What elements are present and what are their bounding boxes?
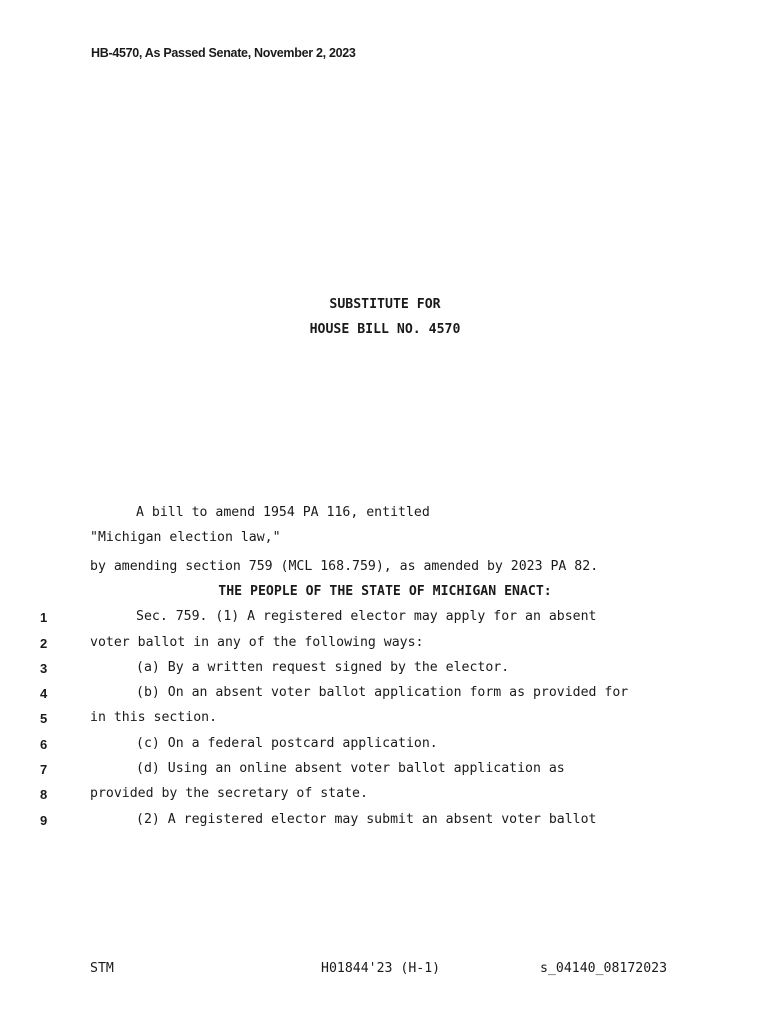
footer-right: s_04140_08172023	[540, 961, 668, 976]
line-number: 1	[40, 610, 48, 625]
body-line: (c) On a federal postcard application.	[136, 736, 438, 751]
line-number: 3	[40, 661, 48, 676]
line-number: 4	[40, 686, 48, 701]
body-line: (2) A registered elector may submit an absent voter ballot	[136, 812, 597, 827]
body-line: (d) Using an online absent voter ballot application as	[136, 761, 565, 776]
line-number: 7	[40, 762, 48, 777]
line-number: 5	[40, 711, 48, 726]
substitute-for-heading: SUBSTITUTE FOR	[329, 297, 441, 312]
bill-title-line-1: A bill to amend 1954 PA 116, entitled	[136, 505, 430, 520]
line-number: 2	[40, 636, 48, 651]
document-header: HB-4570, As Passed Senate, November 2, 2023	[91, 46, 356, 60]
footer-left: STM	[90, 961, 114, 976]
body-line: Sec. 759. (1) A registered elector may apply for an absent	[136, 609, 597, 624]
line-number: 6	[40, 737, 48, 752]
body-line: (a) By a written request signed by the elector.	[136, 660, 510, 675]
line-number: 8	[40, 787, 48, 802]
body-line: voter ballot in any of the following ways:	[90, 635, 424, 650]
bill-title-line-2: "Michigan election law,"	[90, 530, 281, 545]
bill-title-line-3: by amending section 759 (MCL 168.759), as amended by 2023 PA 82.	[90, 559, 599, 574]
footer-center: H01844'23 (H-1)	[321, 961, 441, 976]
enacting-clause: THE PEOPLE OF THE STATE OF MICHIGAN ENACT:	[218, 584, 552, 599]
line-number: 9	[40, 813, 48, 828]
house-bill-number-heading: HOUSE BILL NO. 4570	[309, 322, 461, 337]
body-line: (b) On an absent voter ballot application form as provided for	[136, 685, 629, 700]
body-line: provided by the secretary of state.	[90, 786, 368, 801]
body-line: in this section.	[90, 710, 218, 725]
